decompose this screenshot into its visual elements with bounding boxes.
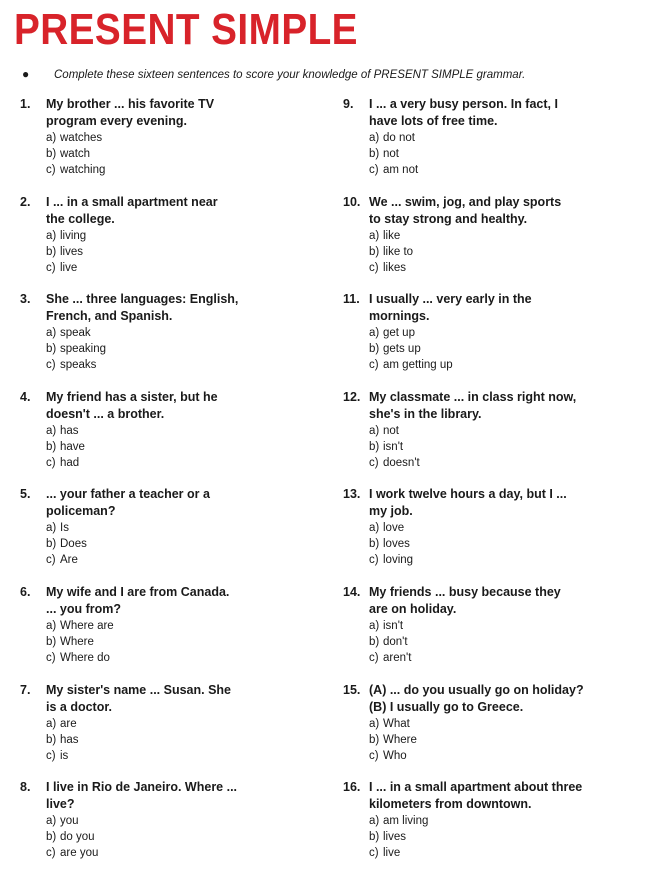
option-text: has <box>60 424 79 437</box>
question-body <box>46 194 325 276</box>
question-number: 10. <box>343 194 361 209</box>
option-letter: a) <box>46 619 57 632</box>
option-letter: c) <box>369 749 379 762</box>
question-item <box>343 779 648 877</box>
answer-options <box>46 813 325 861</box>
question-body <box>369 682 648 764</box>
option-text: Are <box>60 554 78 567</box>
option-text: have <box>60 440 85 453</box>
left-question-column <box>20 96 325 877</box>
question-text: I ... in a small apartment about three kilometers from downtown. <box>369 780 583 812</box>
option-text: not <box>383 148 399 160</box>
option-text: live <box>383 847 401 860</box>
answer-option <box>369 423 648 439</box>
option-letter: a) <box>46 522 57 535</box>
answer-option <box>369 520 648 536</box>
question-item <box>343 682 648 780</box>
question-body <box>369 389 648 471</box>
option-letter: c) <box>369 164 379 176</box>
answer-option <box>46 423 325 439</box>
option-letter: b) <box>369 440 380 453</box>
question-number: 9. <box>343 97 354 111</box>
question-number: 7. <box>20 682 31 697</box>
answer-options <box>46 716 325 764</box>
question-item <box>20 584 325 682</box>
option-letter: b) <box>369 538 380 551</box>
page-title: PRESENT SIMPLE <box>14 5 358 54</box>
option-text: speaking <box>60 343 107 356</box>
answer-options <box>369 716 648 764</box>
option-text: Where <box>383 733 417 746</box>
option-letter: a) <box>369 229 380 242</box>
answer-option <box>46 520 325 536</box>
question-text: We ... swim, jog, and play sports to stay strong and healthy. <box>369 194 562 226</box>
option-text: do you <box>60 831 95 844</box>
question-number: 3. <box>20 292 31 307</box>
option-text: doesn't <box>383 456 420 469</box>
question-item <box>343 584 648 682</box>
answer-option <box>369 732 648 748</box>
option-text: watching <box>60 164 106 176</box>
option-letter: c) <box>369 651 379 664</box>
option-text: likes <box>383 261 407 274</box>
question-body <box>369 486 648 568</box>
question-body <box>46 584 325 666</box>
answer-option <box>46 536 325 552</box>
answer-option <box>369 325 648 341</box>
question-item <box>343 96 648 194</box>
option-letter: a) <box>46 717 57 730</box>
answer-options <box>369 423 648 471</box>
question-number: 13. <box>343 487 361 502</box>
option-text: are <box>60 717 77 730</box>
question-body <box>46 779 325 861</box>
option-text: are you <box>60 847 99 860</box>
question-number: 8. <box>20 780 31 795</box>
option-letter: c) <box>46 261 56 274</box>
question-number: 15. <box>343 682 361 697</box>
question-number: 5. <box>20 487 31 502</box>
answer-option <box>46 162 325 178</box>
option-letter: a) <box>46 229 57 242</box>
option-text: isn't <box>383 619 404 632</box>
answer-option <box>46 244 325 260</box>
answer-option <box>46 813 325 829</box>
answer-option <box>46 357 325 373</box>
option-letter: b) <box>46 635 57 648</box>
option-letter: a) <box>369 619 380 632</box>
answer-option <box>46 455 325 471</box>
question-text: My wife and I are from Canada. ... you from? <box>46 584 230 616</box>
option-text: am getting up <box>383 359 453 372</box>
option-text: Where do <box>60 651 110 664</box>
question-text: My classmate ... in class right now, she's in the library. <box>369 389 577 421</box>
question-item <box>20 486 325 584</box>
option-text: get up <box>383 327 415 340</box>
right-question-column <box>343 96 648 877</box>
option-text: watch <box>60 148 91 160</box>
answer-option <box>369 455 648 471</box>
option-letter: a) <box>369 424 380 437</box>
answer-option <box>369 341 648 357</box>
option-text: has <box>60 733 79 746</box>
question-item <box>343 291 648 389</box>
question-item <box>20 389 325 487</box>
answer-option <box>369 357 648 373</box>
question-text: My friends ... busy because they are on holiday. <box>369 584 561 616</box>
option-letter: b) <box>46 148 57 160</box>
option-text: do not <box>383 132 415 144</box>
answer-options <box>369 228 648 276</box>
answer-option <box>46 341 325 357</box>
question-text: I live in Rio de Janeiro. Where ... live? <box>46 780 238 812</box>
option-letter: b) <box>46 343 57 356</box>
option-letter: b) <box>369 148 380 160</box>
question-body <box>369 584 648 666</box>
option-text: Who <box>383 749 407 762</box>
option-letter: c) <box>46 749 56 762</box>
answer-option <box>369 845 648 861</box>
answer-option <box>369 439 648 455</box>
option-letter: b) <box>369 733 380 746</box>
question-body <box>46 96 325 178</box>
answer-option <box>369 829 648 845</box>
answer-option <box>46 552 325 568</box>
option-text: What <box>383 717 410 730</box>
question-item <box>343 389 648 487</box>
answer-options <box>369 618 648 666</box>
answer-option <box>369 162 648 178</box>
option-letter: a) <box>369 132 380 144</box>
option-text: is <box>60 749 69 762</box>
option-letter: b) <box>369 245 380 258</box>
question-text: I work twelve hours a day, but I ... my job. <box>369 487 567 519</box>
question-body <box>369 96 648 178</box>
question-body <box>369 291 648 373</box>
answer-option <box>369 130 648 146</box>
answer-options <box>46 423 325 471</box>
option-letter: c) <box>369 554 379 567</box>
option-text: Where are <box>60 619 114 632</box>
option-letter: c) <box>369 456 379 469</box>
option-text: like to <box>383 245 414 258</box>
option-letter: b) <box>369 343 380 356</box>
option-letter: c) <box>46 456 56 469</box>
answer-option <box>46 325 325 341</box>
option-letter: a) <box>369 815 380 828</box>
answer-options <box>369 325 648 373</box>
option-text: Where <box>60 635 94 648</box>
answer-option <box>46 748 325 764</box>
answer-option <box>46 146 325 162</box>
answer-option <box>46 829 325 845</box>
question-item <box>343 486 648 584</box>
question-number: 14. <box>343 584 361 599</box>
option-letter: b) <box>46 733 57 746</box>
option-text: love <box>383 522 405 535</box>
answer-option <box>369 244 648 260</box>
option-text: had <box>60 456 80 469</box>
option-text: loves <box>383 538 410 551</box>
option-letter: c) <box>46 554 56 567</box>
answer-options <box>46 520 325 568</box>
option-letter: a) <box>369 522 380 535</box>
option-letter: c) <box>369 359 379 372</box>
question-number: 12. <box>343 389 361 404</box>
answer-option <box>46 634 325 650</box>
question-text: My sister's name ... Susan. She is a doctor. <box>46 682 231 714</box>
question-number: 2. <box>20 194 31 209</box>
option-text: speaks <box>60 359 97 372</box>
question-body <box>369 194 648 276</box>
option-text: am living <box>383 815 429 828</box>
option-text: living <box>60 229 87 242</box>
option-text: don't <box>383 635 408 648</box>
option-text: you <box>60 815 79 828</box>
option-text: lives <box>383 831 407 844</box>
option-text: isn't <box>383 440 404 453</box>
option-letter: c) <box>46 164 56 176</box>
question-text: ... your father a teacher or a policeman? <box>46 487 210 519</box>
question-body <box>46 389 325 471</box>
question-item <box>20 96 325 194</box>
answer-option <box>369 552 648 568</box>
answer-options <box>369 813 648 861</box>
option-letter: a) <box>46 132 57 144</box>
question-item <box>20 682 325 780</box>
question-text: My brother ... his favorite TV program every evening. <box>46 97 215 128</box>
answer-option <box>46 130 325 146</box>
answer-option <box>46 650 325 666</box>
instruction <box>22 66 652 83</box>
answer-option <box>46 618 325 634</box>
answer-options <box>46 228 325 276</box>
answer-option <box>369 536 648 552</box>
answer-option <box>46 845 325 861</box>
answer-option <box>369 748 648 764</box>
answer-option <box>369 618 648 634</box>
option-letter: a) <box>369 717 380 730</box>
option-letter: c) <box>369 261 379 274</box>
question-text: I ... in a small apartment near the college. <box>46 194 218 226</box>
answer-option <box>46 732 325 748</box>
option-text: loving <box>383 554 414 567</box>
question-body <box>46 291 325 373</box>
option-letter: c) <box>46 359 56 372</box>
question-text: My friend has a sister, but he doesn't ... a brother. <box>46 389 218 421</box>
question-item <box>343 194 648 292</box>
option-text: aren't <box>383 651 412 664</box>
option-letter: b) <box>46 831 57 844</box>
answer-option <box>369 260 648 276</box>
option-letter: a) <box>369 327 380 340</box>
option-letter: c) <box>46 651 56 664</box>
answer-option <box>369 146 648 162</box>
answer-options <box>46 130 325 178</box>
option-letter: c) <box>369 847 379 860</box>
question-item <box>20 779 325 877</box>
option-letter: b) <box>46 245 57 258</box>
answer-options <box>46 325 325 373</box>
option-text: speak <box>60 327 91 340</box>
option-letter: b) <box>369 831 380 844</box>
option-text: Does <box>60 538 87 551</box>
instruction-text: Complete these sixteen sentences to score your knowledge of PRESENT SIMPLE grammar. <box>54 69 526 81</box>
answer-option <box>369 650 648 666</box>
answer-option <box>46 439 325 455</box>
question-text: She ... three languages: English, French, and Spanish. <box>46 292 239 324</box>
answer-option <box>369 228 648 244</box>
answer-option <box>369 634 648 650</box>
question-item <box>20 291 325 389</box>
option-text: lives <box>60 245 84 258</box>
question-item <box>20 194 325 292</box>
answer-option <box>369 716 648 732</box>
bullet-icon: ● <box>22 67 30 81</box>
question-number: 1. <box>20 97 31 111</box>
answer-option <box>369 813 648 829</box>
question-text: (A) ... do you usually go on holiday? (B) I usually go to Greece. <box>369 682 584 714</box>
question-text: I usually ... very early in the mornings. <box>369 292 532 324</box>
option-text: live <box>60 261 78 274</box>
question-body <box>369 779 648 861</box>
option-text: Is <box>60 522 69 535</box>
answer-option <box>46 260 325 276</box>
option-letter: a) <box>46 424 57 437</box>
option-text: not <box>383 424 399 437</box>
question-body <box>46 682 325 764</box>
question-number: 6. <box>20 584 31 599</box>
answer-option <box>46 716 325 732</box>
question-number: 4. <box>20 389 31 404</box>
option-letter: b) <box>46 440 57 453</box>
answer-option <box>46 228 325 244</box>
question-number: 11. <box>343 292 360 307</box>
question-text: I ... a very busy person. In fact, I have lots of free time. <box>369 97 558 128</box>
question-number: 16. <box>343 780 361 795</box>
option-text: like <box>383 229 401 242</box>
answer-options <box>369 520 648 568</box>
option-letter: c) <box>46 847 56 860</box>
option-letter: a) <box>46 815 57 828</box>
option-text: am not <box>383 164 419 176</box>
option-letter: b) <box>46 538 57 551</box>
option-text: gets up <box>383 343 421 356</box>
option-text: watches <box>60 132 103 144</box>
option-letter: b) <box>369 635 380 648</box>
option-letter: a) <box>46 327 57 340</box>
question-body <box>46 486 325 568</box>
answer-options <box>369 130 648 178</box>
answer-options <box>46 618 325 666</box>
